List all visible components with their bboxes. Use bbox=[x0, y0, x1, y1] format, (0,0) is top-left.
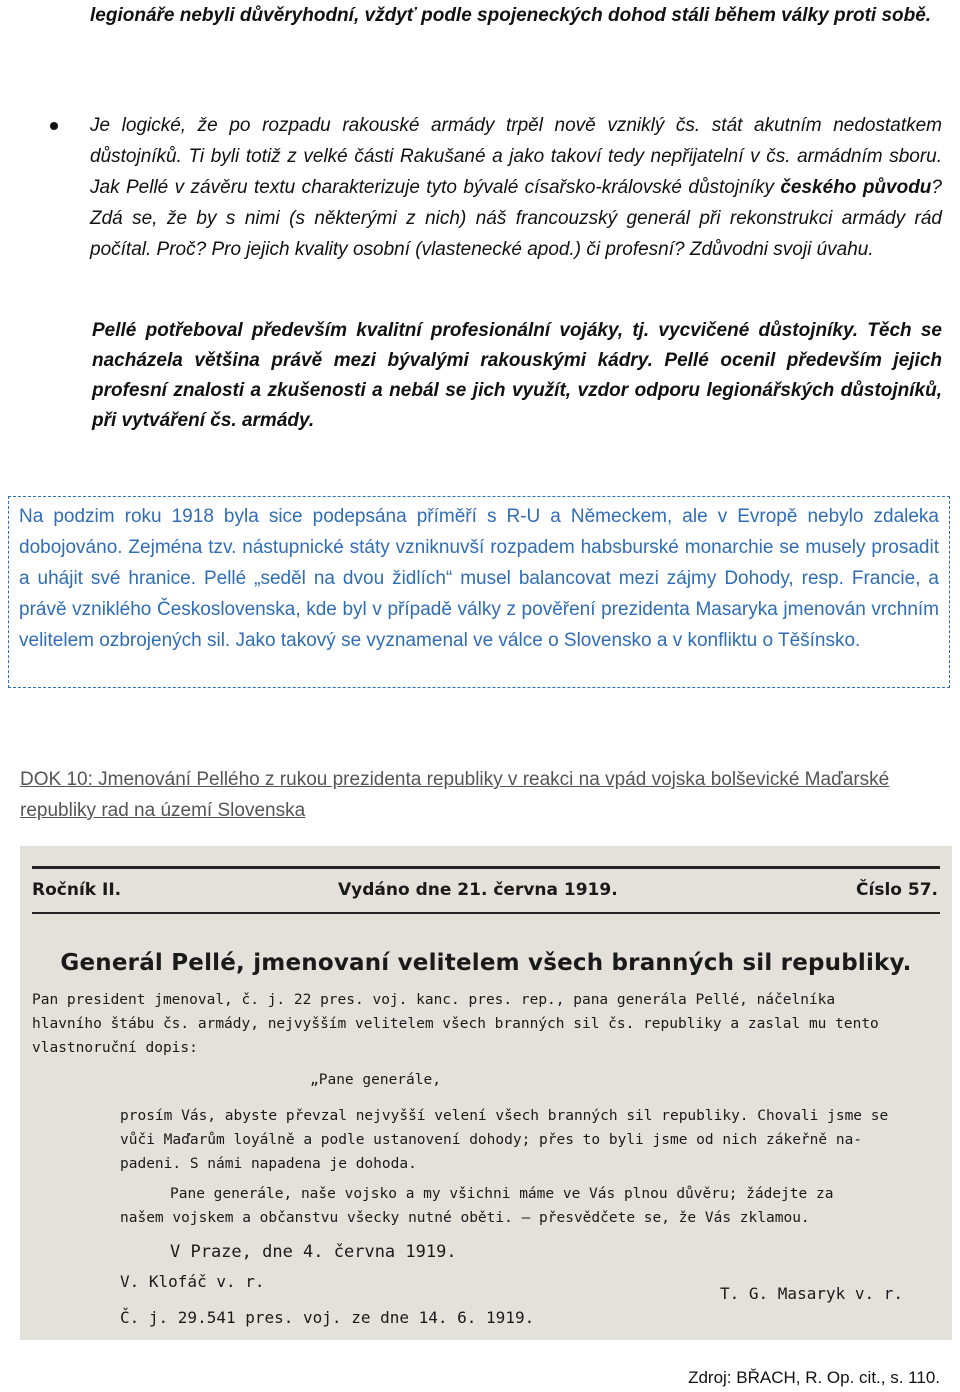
newspaper-scan bbox=[20, 846, 952, 1340]
scan-text-line: vůči Maďarům loyálně a podle ustanovení dohody; přes to byli jsme od nich zákeřně na- bbox=[120, 1132, 863, 1148]
question-bullet bbox=[90, 110, 942, 265]
scan-text-line: našem vojskem a občanstvu všecky nutné oběti. — přesvědčete se, že Vás zklamou. bbox=[120, 1210, 810, 1226]
scan-number: Číslo 57. bbox=[856, 880, 938, 900]
scan-text-line: hlavního štábu čs. armády, nejvyšším velitelem všech branných sil čs. republiky a zaslal mu tento bbox=[32, 1016, 879, 1032]
scan-signature-klofac: V. Klofáč v. r. bbox=[120, 1272, 265, 1291]
scan-text-line: Pan president jmenoval, č. j. 22 pres. voj. kanc. pres. rep., pana generála Pellé, náčelníka bbox=[32, 992, 836, 1008]
scan-text-line: „Pane generále, bbox=[310, 1072, 441, 1088]
question-text: Je logické, že po rozpadu rakouské armády trpěl nově vzniklý čs. stát akutním nedostatkem důstojníků. Ti byli totiž z velké části Rakušané a jako takoví tedy nepřijatelní v čs. armádním sboru. Jak Pellé v závěru textu charakterizuje tyto bývalé císařsko-královské důstojníky bbox=[90, 115, 942, 198]
scan-headline: Generál Pellé, jmenovaní velitelem všech branných sil republiky. bbox=[60, 950, 912, 976]
question-text-rest: ? Zdá se, že by s nimi (s některými z nich) náš francouzský generál při rekonstrukci armády rád počítal. Proč? Pro jejich kvality osobní (vlastenecké apod.) či profesní? Zdůvodni svoji úvahu. bbox=[90, 177, 942, 260]
scan-signature-masaryk: T. G. Masaryk v. r. bbox=[720, 1284, 904, 1303]
scan-mid-rule bbox=[32, 912, 940, 914]
scan-text-line: Pane generále, naše vojsko a my všichni máme ve Vás plnou důvěru; žádejte za bbox=[170, 1186, 834, 1202]
scan-date: Vydáno dne 21. června 1919. bbox=[338, 880, 618, 900]
intro-continuation: legionáře nebyli důvěryhodní, vždyť podle spojeneckých dohod stáli během války proti sobě. bbox=[90, 5, 932, 26]
info-box bbox=[8, 496, 950, 688]
scan-top-rule bbox=[32, 866, 940, 869]
scan-reference: Č. j. 29.541 pres. voj. ze dne 14. 6. 1919. bbox=[120, 1308, 535, 1327]
info-box-text: Na podzim roku 1918 byla sice podepsána příměří s R-U a Německem, ale v Evropě nebylo zdaleka dobojováno. Zejména tzv. nástupnické státy vzniknuvší rozpadem habsburské monarchie se musely prosadit a uhájit své hranice. Pellé „seděl na dvou židlích“ musel balancovat mezi zájmy Dohody, resp. Francie, a právě vzniklého Československa, kde byl v případě války z pověření prezidenta Masaryka jmenován vrchním velitelem ozbrojených sil. Jako takový se vyznamenal ve válce o Slovensko a v konfliktu o Těšínsko. bbox=[19, 506, 939, 651]
document-caption: DOK 10: Jmenování Pellého z rukou prezidenta republiky v reakci na vpád vojska bolševické Maďarské republiky rad na území Slovenska bbox=[20, 769, 890, 821]
scan-text-line: padeni. S námi napadena je dohoda. bbox=[120, 1156, 417, 1172]
source-citation: Zdroj: BŘACH, R. Op. cit., s. 110. bbox=[688, 1368, 940, 1387]
question-bold-text: českého původu bbox=[780, 177, 932, 198]
answer-paragraph: Pellé potřeboval především kvalitní profesionální vojáky, tj. vycvičené důstojníky. Těch se nacházela většina právě mezi bývalými rakouskými kádry. Pellé ocenil především jejich profesní znalosti a zkušenosti a nebál se jich využít, vzdor odporu legionářských důstojníků, při vytváření čs. armády. bbox=[92, 320, 942, 431]
scan-volume: Ročník II. bbox=[32, 880, 122, 900]
scan-text-line: prosím Vás, abyste převzal nejvyšší velení všech branných sil republiky. Chovali jsme se bbox=[120, 1108, 889, 1124]
bullet-icon bbox=[50, 122, 58, 130]
scan-text-line: vlastnoruční dopis: bbox=[32, 1040, 198, 1056]
scan-place-date: V Praze, dne 4. června 1919. bbox=[170, 1242, 457, 1262]
